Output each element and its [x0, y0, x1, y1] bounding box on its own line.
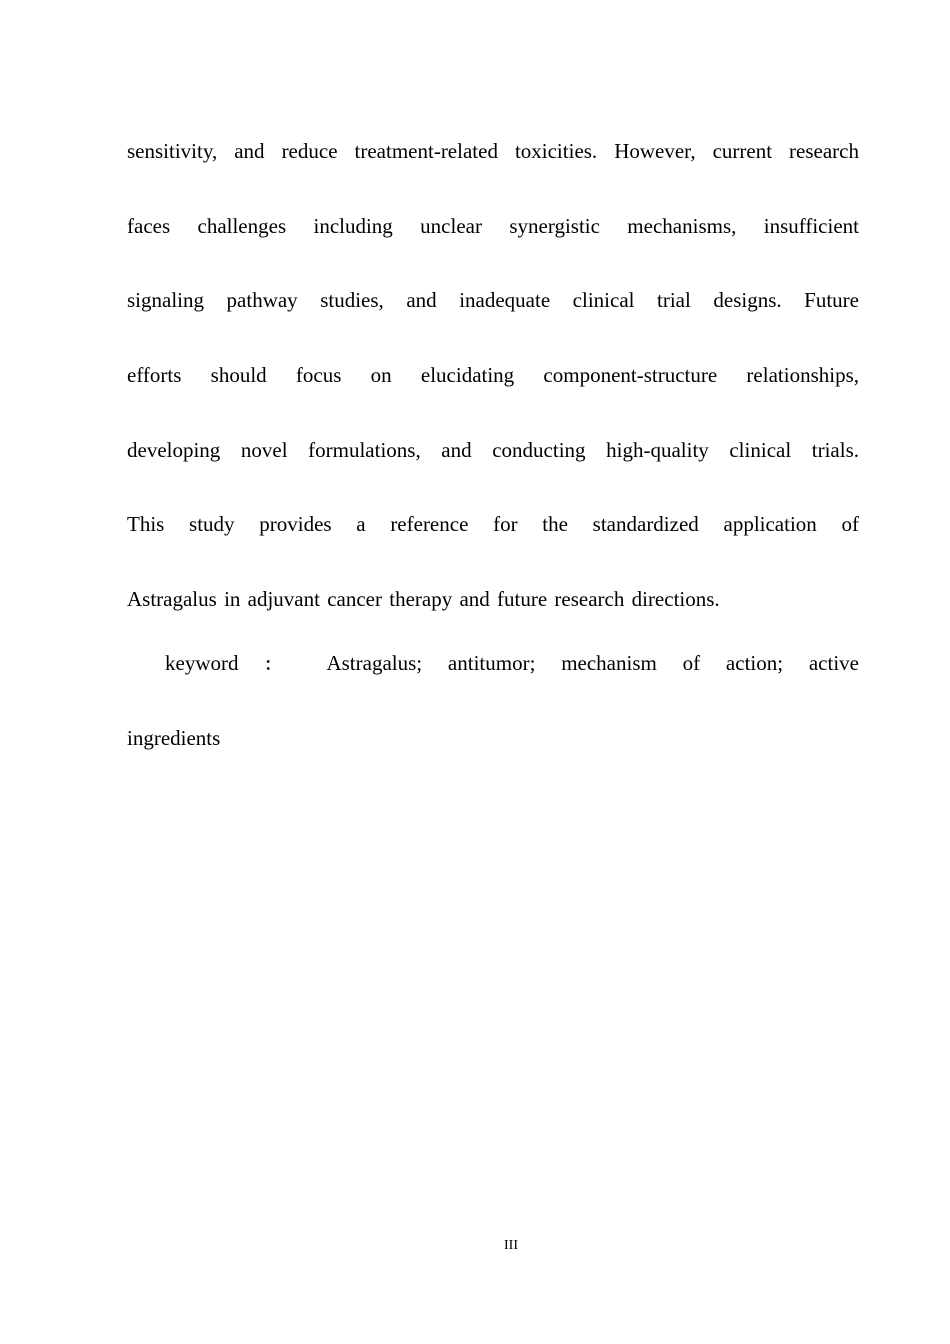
keywords-terms-continued: ingredients [127, 725, 221, 750]
abstract-line: Astragalus in adjuvant cancer therapy and future research directions. [127, 587, 720, 612]
abstract-line: developing novel formulations, and conducting high-quality clinical trials. [127, 437, 859, 462]
page-number: III [504, 1238, 518, 1253]
keywords-terms: Astragalus; antitumor; mechanism of action; active [326, 651, 859, 675]
keywords-separator: ： [264, 655, 302, 675]
abstract-line: faces challenges including unclear synergistic mechanisms, insufficient [127, 213, 859, 238]
keywords-label: keyword [165, 651, 239, 675]
abstract-paragraph [127, 114, 859, 637]
abstract-line: signaling pathway studies, and inadequate clinical trial designs. Future [127, 288, 859, 313]
abstract-line: efforts should focus on elucidating component-structure relationships, [127, 363, 859, 388]
abstract-line: This study provides a reference for the standardized application of [127, 512, 859, 537]
keywords-section [127, 626, 859, 775]
keywords-line [127, 626, 859, 701]
abstract-line: sensitivity, and reduce treatment-related toxicities. However, current research [127, 139, 859, 163]
